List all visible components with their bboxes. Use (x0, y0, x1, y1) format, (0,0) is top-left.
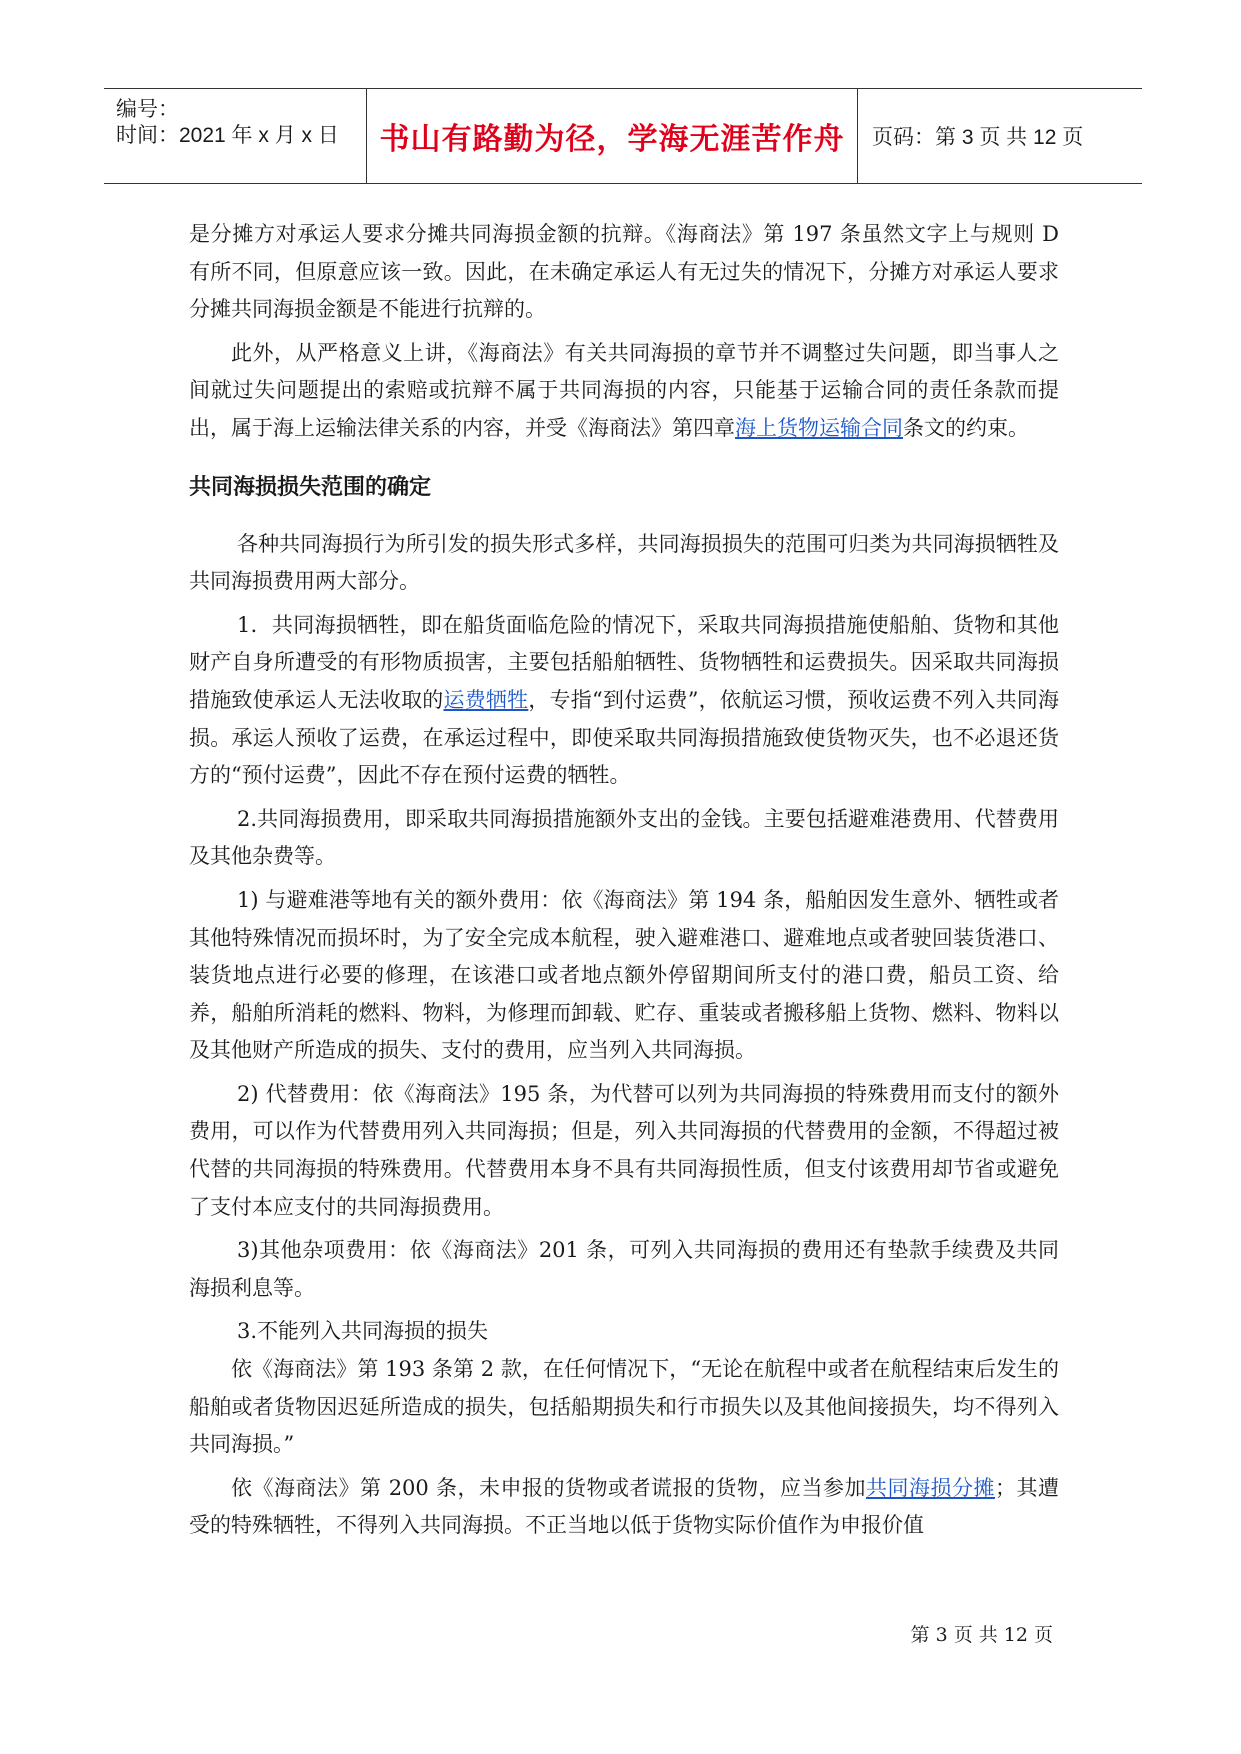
header-meta (104, 89, 367, 183)
paragraph-text: ；其遭受的特殊牺牲，不得列入共同海损。不正当地以低于货物实际价值作为申报价值 (189, 1475, 1060, 1538)
link-freight-sacrifice[interactable]: 运费牺牲 (443, 687, 529, 712)
paragraph: 2) 代替费用：依《海商法》195 条，为代替可以列为共同海损的特殊费用而支付的额外费用，可以作为代替费用列入共同海损；但是，列入共同海损的代替费用的金额，不得超过被代替的共同海损的特殊费用。代替费用本身不具有共同海损性质，但支付该费用却节省或避免了支付本应支付的共同海损费用。 (189, 1081, 1059, 1219)
page-footer: 第 3 页 共 12 页 (910, 1624, 1053, 1646)
paragraph: 各种共同海损行为所引发的损失形式多样，共同海损损失的范围可归类为共同海损牺牲及共同海损费用两大部分。 (189, 531, 1059, 594)
paragraph-text: 此外，从严格意义上讲，《海商法》有关共同海损的章节并不调整过失问题，即当事人之间就过失问题提出的索赔或抗辩不属于共同海损的内容，只能基于运输合同的责任条款而提出，属于海上运输法律关系的内容，并受《海商法》第四章 (189, 340, 1059, 440)
link-maritime-cargo-contract[interactable]: 海上货物运输合同 (735, 415, 903, 440)
link-general-average-contribution[interactable]: 共同海损分摊 (865, 1475, 995, 1500)
section-heading: 共同海损损失范围的确定 (189, 474, 432, 500)
document-body (189, 216, 1059, 1545)
paragraph-text: 条文的约束。 (903, 415, 1029, 440)
paragraph (189, 1470, 1059, 1545)
document-time-label: 时间：2021 年 x 月 x 日 (116, 124, 339, 147)
page-header (104, 88, 1142, 184)
paragraph: 2.共同海损费用，即采取共同海损措施额外支出的金钱。主要包括避难港费用、代替费用及其他杂费等。 (189, 806, 1059, 869)
paragraph: 1) 与避难港等地有关的额外费用：依《海商法》第 194 条，船舶因发生意外、牺牲或者其他特殊情况而损坏时，为了安全完成本航程，驶入避难港口、避难地点或者驶回装货港口、装货地点进行必要的修理，在该港口或者地点额外停留期间所支付的港口费，船员工资、给养，船舶所消耗的燃料、物料，为修理而卸载、贮存、重装或者搬移船上货物、燃料、物料以及其他财产所造成的损失、支付的费用，应当列入共同海损。 (189, 887, 1059, 1063)
header-page-label: 页码：第 3 页 共 12 页 (872, 126, 1084, 149)
paragraph: 是分摊方对承运人要求分摊共同海损金额的抗辩。《海商法》第 197 条虽然文字上与规则 D 有所不同，但原意应该一致。因此，在未确定承运人有无过失的情况下，分摊方对承运人要求分摊共同海损金额是不能进行抗辩的。 (189, 222, 1059, 322)
paragraph: 依《海商法》第 193 条第 2 款，在任何情况下，“无论在航程中或者在航程结束后发生的船舶或者货物因迟延所造成的损失，包括船期损失和行市损失以及其他间接损失，均不得列入共同海损。” (189, 1357, 1059, 1457)
paragraph (189, 335, 1059, 448)
paragraph: 3)其他杂项费用：依《海商法》201 条，可列入共同海损的费用还有垫款手续费及共同海损利息等。 (189, 1238, 1059, 1300)
paragraph-text: 1．共同海损牺牲，即在船货面临危险的情况下，采取共同海损措施使船舶、货物和其他财产自身所遭受的有形物质损害，主要包括船舶牺牲、货物牺牲和运费损失。因采取共同海损措施致使承运人无法收取的 (189, 612, 1059, 712)
paragraph-text: ，专指“到付运费”，依航运习惯，预收运费不列入共同海损。承运人预收了运费，在承运过程中，即使采取共同海损措施致使货物灭失，也不必退还货方的“预付运费”，因此不存在预付运费的牺牲。 (189, 687, 1060, 788)
paragraph (189, 607, 1059, 795)
header-motto: 书山有路勤为径，学海无涯苦作舟 (367, 89, 858, 183)
paragraph: 3.不能列入共同海损的损失 (237, 1319, 489, 1344)
paragraph-text: 依《海商法》第 200 条，未申报的货物或者谎报的货物，应当参加 (231, 1475, 866, 1500)
document-number-label: 编号： (116, 98, 179, 121)
